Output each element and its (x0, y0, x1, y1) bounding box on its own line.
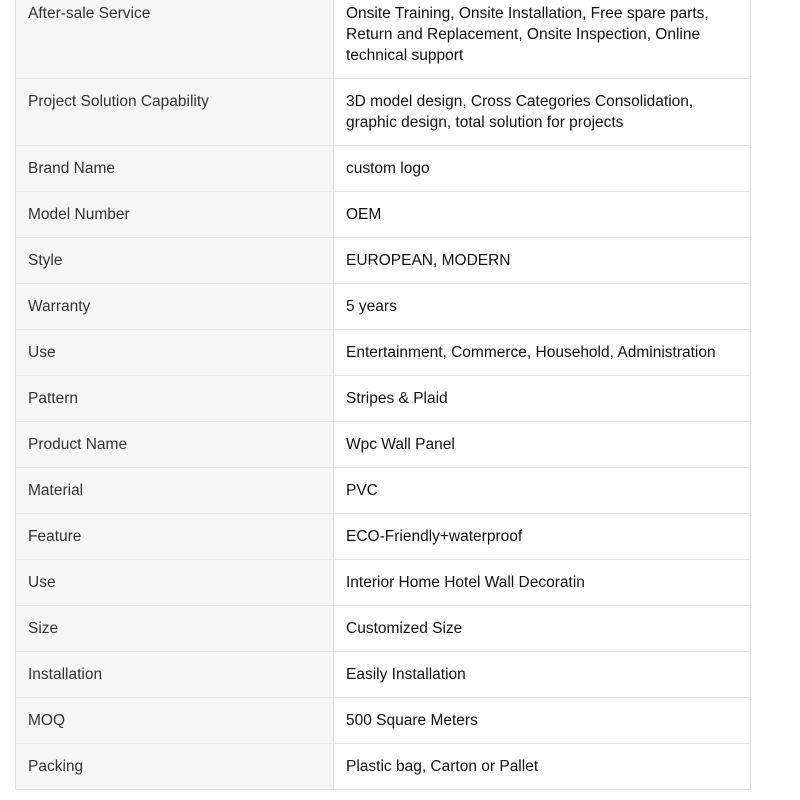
spec-label: Project Solution Capability (16, 79, 334, 146)
spec-label: Feature (16, 514, 334, 560)
spec-label: Use (16, 330, 334, 376)
spec-label: Model Number (16, 192, 334, 238)
spec-label: Brand Name (16, 146, 334, 192)
spec-label: Use (16, 560, 334, 606)
spec-value: Easily Installation (334, 652, 751, 698)
spec-label: Style (16, 238, 334, 284)
table-row (16, 468, 751, 514)
spec-value: 3D model design, Cross Categories Consolidation, graphic design, total solution for projects (334, 79, 751, 146)
table-row (16, 560, 751, 606)
table-row (16, 0, 751, 79)
spec-label: After-sale Service (16, 0, 334, 79)
table-row (16, 146, 751, 192)
spec-label: Size (16, 606, 334, 652)
table-row (16, 606, 751, 652)
table-row (16, 330, 751, 376)
spec-label: Packing (16, 744, 334, 790)
spec-value: Wpc Wall Panel (334, 422, 751, 468)
spec-value: EUROPEAN, MODERN (334, 238, 751, 284)
table-row (16, 652, 751, 698)
spec-value: 5 years (334, 284, 751, 330)
table-row (16, 744, 751, 790)
spec-label: Warranty (16, 284, 334, 330)
table-row (16, 422, 751, 468)
spec-label: Material (16, 468, 334, 514)
spec-label: Pattern (16, 376, 334, 422)
spec-value: custom logo (334, 146, 751, 192)
spec-label: Product Name (16, 422, 334, 468)
spec-value: Plastic bag, Carton or Pallet (334, 744, 751, 790)
spec-label: Installation (16, 652, 334, 698)
spec-value: PVC (334, 468, 751, 514)
spec-value: Interior Home Hotel Wall Decoratin (334, 560, 751, 606)
spec-value: Onsite Training, Onsite Installation, Free spare parts, Return and Replacement, Onsite Inspection, Online technical support (334, 0, 751, 79)
spec-value: 500 Square Meters (334, 698, 751, 744)
product-spec-table (15, 0, 751, 790)
table-row (16, 238, 751, 284)
spec-value: Customized Size (334, 606, 751, 652)
table-row (16, 79, 751, 146)
table-row (16, 698, 751, 744)
spec-value: Entertainment, Commerce, Household, Administration (334, 330, 751, 376)
table-row (16, 514, 751, 560)
spec-value: OEM (334, 192, 751, 238)
spec-value: Stripes & Plaid (334, 376, 751, 422)
spec-value: ECO-Friendly+waterproof (334, 514, 751, 560)
spec-label: MOQ (16, 698, 334, 744)
table-row (16, 376, 751, 422)
table-row (16, 284, 751, 330)
product-spec-section (15, 0, 750, 790)
table-row (16, 192, 751, 238)
